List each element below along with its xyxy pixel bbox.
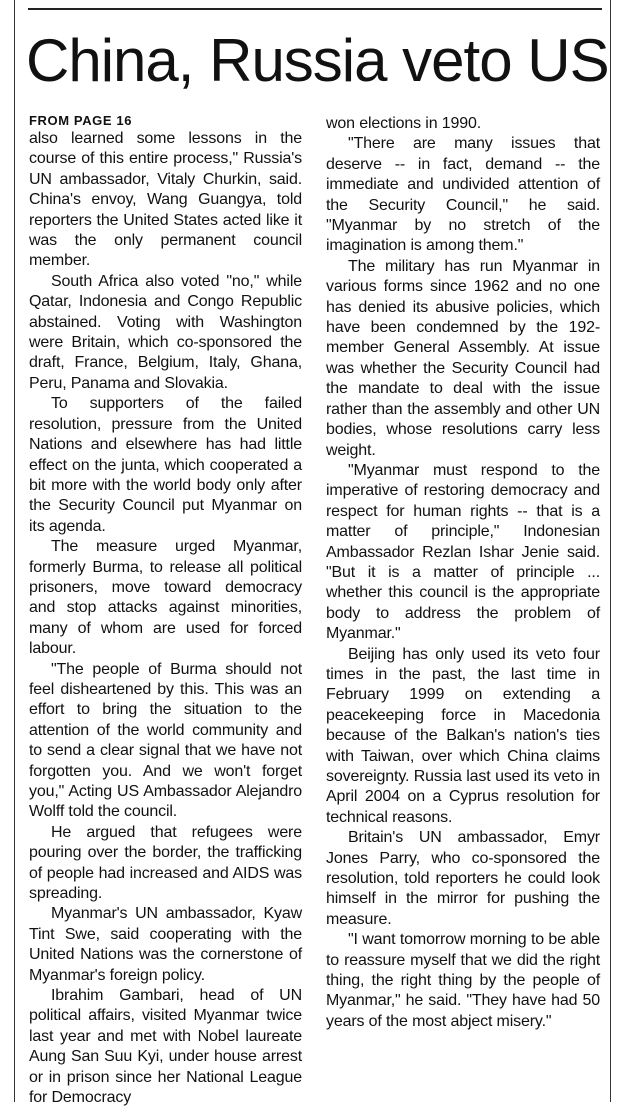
- paragraph: The measure urged Myanmar, formerly Burma, to release all political prisoners, move toward democracy and stop attacks against minorities, many of whom are used for forced labour.: [29, 538, 302, 658]
- paragraph: Beijing has only used its veto four times in the past, the last time in February 1999 on extending a peacekeeping force in Macedonia because of the Balkan's nation's ties with Taiwan, over which China claims sovereignty. Russia last used its veto in April 2004 on a Cyprus resolution for technical reasons.: [326, 645, 600, 826]
- paragraph: Ibrahim Gambari, head of UN political affairs, visited Myanmar twice last year and met with Nobel laureate Aung San Suu Kyi, under house arrest or in prison since her National League for Democracy: [29, 987, 302, 1107]
- paragraph: To supporters of the failed resolution, pressure from the United Nations and elsewhere has had little effect on the junta, which cooperated a bit more with the world body only after the Security Council put Myanmar on its agenda.: [29, 395, 302, 535]
- paragraph-continuation: won elections in 1990.: [326, 115, 482, 132]
- paragraph: South Africa also voted "no," while Qatar, Indonesia and Congo Republic abstained. Voting with Washington were Britain, which co-sponsored the draft, France, Belgium, Italy, Ghana, Peru, Panama and Slovakia.: [29, 272, 302, 392]
- right-column-rule: [610, 0, 611, 1102]
- headline: China, Russia veto US: [26, 27, 609, 94]
- paragraph: Myanmar's UN ambassador, Kyaw Tint Swe, said cooperating with the United Nations was the cornerstone of Myanmar's foreign policy.: [29, 905, 302, 984]
- jump-label: FROM PAGE 16: [29, 113, 133, 128]
- paragraph: also learned some lessons in the course of this entire process," Russia's UN ambassador, Vitaly Churkin, said. China's envoy, Wang Guangya, told reporters the United States acted like it was the only permanent council member.: [29, 130, 302, 270]
- paragraph: "There are many issues that deserve -- in fact, demand -- the immediate and undivided attention of the Security Council," he said. "Myanmar by no stretch of the imagination is among them.": [326, 135, 600, 255]
- paragraph: The military has run Myanmar in various forms since 1962 and no one has denied its abusive policies, which have been condemned by the 192-member General Assembly. At issue was whether the Security Council had the mandate to deal with the issue rather than the assembly and other UN bodies, whose resolutions carry less weight.: [326, 257, 600, 459]
- paragraph: "The people of Burma should not feel disheartened by this. This was an effort to bring the situation to the attention of the world community and to send a clear signal that we have not forgotten you. And we won't forget you," Acting US Ambassador Alejandro Wolff told the council.: [29, 660, 302, 821]
- left-column: [29, 114, 302, 1109]
- right-column: [326, 114, 600, 1032]
- paragraph: "Myanmar must respond to the imperative of restoring democracy and respect for human rights -- that is a matter of principle," Indonesian Ambassador Rezlan Ishar Jenie said. "But it is a matter of principle ... whether this council is the appropriate body to address the problem of Myanmar.": [326, 461, 600, 643]
- paragraph: He argued that refugees were pouring over the border, the trafficking of people had increased and AIDS was spreading.: [29, 823, 302, 903]
- paragraph: "I want tomorrow morning to be able to reassure myself that we did the right thing, the right thing by the people of Myanmar," he said. "They have had 50 years of the most abject misery.": [326, 931, 600, 1030]
- left-column-rule: [14, 0, 15, 1102]
- top-rule: [28, 8, 602, 10]
- paragraph: Britain's UN ambassador, Emyr Jones Parry, who co-sponsored the resolution, told reporters he could look himself in the mirror for pushing the measure.: [326, 829, 600, 928]
